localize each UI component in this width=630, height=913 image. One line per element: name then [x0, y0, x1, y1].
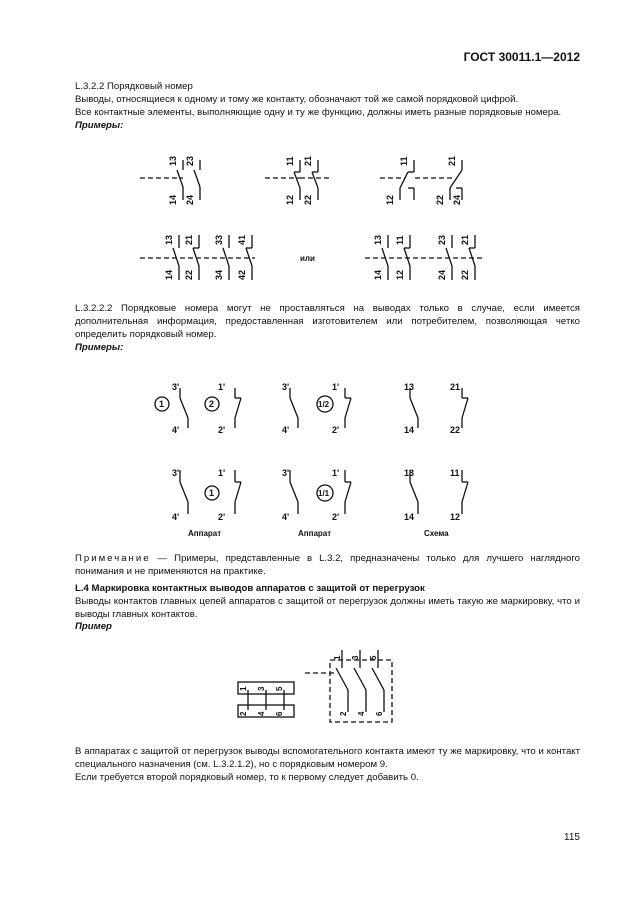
terminal-label: 11: [285, 156, 295, 166]
page-number: 115: [564, 832, 580, 843]
terminal-label: 12: [395, 269, 405, 280]
contactor-symbol: [305, 650, 392, 722]
terminal-label: 1: [239, 686, 248, 691]
terminal-label: 24: [452, 194, 462, 205]
example-label: Пример: [75, 621, 112, 632]
terminal-label: 23: [437, 234, 447, 245]
terminal-label: 13: [164, 234, 174, 245]
paragraph: Все контактные элементы, выполняющие одну и ту же функцию, должны иметь разные порядковые номера.: [75, 107, 562, 118]
terminal-label: 4': [172, 425, 180, 435]
terminal-label: 21: [450, 382, 461, 392]
circled-number: 2: [209, 399, 215, 409]
terminal-label: 11: [450, 468, 460, 478]
terminal-label: 4': [282, 425, 290, 435]
circled-number: 1/2: [318, 400, 330, 409]
terminal-label: 6: [375, 711, 384, 716]
paragraph: В аппаратах с защитой от перегрузок выводы вспомогательного контакта имеют ту же маркировку, что и контакт специального назначения (см. L.3.2.1.2), но с порядковым номером 9.: [75, 746, 580, 770]
terminal-label: 3': [282, 468, 290, 478]
terminal-label: 24: [185, 194, 195, 205]
examples-label: Примеры:: [75, 120, 124, 131]
paragraph: Если требуется второй порядковый номер, то к первому следует добавить 0.: [75, 772, 419, 783]
terminal-label: 34: [214, 269, 224, 280]
diagram-h: [410, 388, 468, 428]
terminal-label: 21: [184, 234, 194, 245]
terminal-label: 13: [168, 155, 178, 166]
diagram-b: [265, 160, 330, 200]
terminal-label: 2: [339, 711, 348, 716]
terminal-label: 21: [303, 155, 313, 166]
or-label: или: [300, 254, 315, 263]
terminal-label: 2': [332, 425, 340, 435]
terminal-label: 41: [237, 234, 247, 245]
section-title: L.4 Маркировка контактных выводов аппаратов с защитой от перегрузок: [75, 583, 425, 594]
terminal-label: 14: [164, 269, 174, 280]
terminal-label: 22: [184, 269, 194, 280]
note-label: Примечание: [75, 553, 151, 564]
paragraph: Выводы, относящиеся к одному и тому же контакту, обозначают той же самой порядковой цифрой.: [75, 94, 519, 105]
terminal-label: 5: [275, 686, 284, 691]
figure-caption: Схема: [424, 529, 449, 538]
figure-caption: Аппарат: [298, 529, 332, 538]
terminal-label: 13: [404, 382, 415, 392]
diagram-f: [155, 388, 241, 428]
terminal-label: 22: [460, 269, 470, 280]
examples-label: Примеры:: [75, 342, 124, 353]
terminal-label: 23: [185, 155, 195, 166]
terminal-label: 11: [395, 235, 405, 245]
terminal-label: 24: [437, 269, 447, 280]
terminal-label: 13: [404, 468, 415, 478]
terminal-label: 13: [373, 234, 383, 245]
terminal-label: 14: [404, 512, 415, 522]
terminal-label: 14: [404, 425, 415, 435]
terminal-label: 22: [450, 425, 461, 435]
terminal-label: 5: [369, 655, 378, 660]
circled-number: 1: [209, 488, 215, 498]
terminal-label: 1': [218, 382, 226, 392]
terminal-label: 4': [172, 512, 180, 522]
terminal-label: 4: [257, 711, 266, 716]
terminal-label: 42: [237, 269, 247, 280]
note: [75, 552, 580, 578]
terminal-label: 22: [303, 194, 313, 205]
terminal-label: 3: [351, 655, 360, 660]
terminal-label: 12: [450, 512, 461, 522]
terminal-label: 6: [275, 711, 284, 716]
terminal-label: 12: [385, 194, 395, 205]
circled-number: 1/1: [318, 489, 330, 498]
terminal-label: 22: [435, 194, 445, 205]
terminal-label: 4': [282, 512, 290, 522]
terminal-label: 1: [333, 655, 342, 660]
figure-caption: Аппарат: [188, 529, 222, 538]
section-title: L.3.2.2 Порядковый номер: [75, 81, 193, 92]
terminal-label: 2': [218, 512, 226, 522]
terminal-label: 2': [218, 425, 226, 435]
terminal-label: 33: [214, 234, 224, 245]
terminal-label: 3': [172, 382, 180, 392]
circled-number: 1: [159, 399, 165, 409]
terminal-label: 2': [332, 512, 340, 522]
paragraph: L.3.2.2.2 Порядковые номера могут не проставляться на выводах только в случае, если имеется дополнительная информация, предоставленная изготовителем или потребителем, позволяющая четко определить порядковый номер.: [75, 303, 580, 340]
terminal-label: 3': [172, 468, 180, 478]
terminal-label: 2: [239, 711, 248, 716]
paragraph: Выводы контактов главных цепей аппаратов с защитой от перегрузок должны иметь такую же маркировку, что и выводы главных контактов.: [75, 596, 580, 620]
terminal-label: 14: [373, 269, 383, 280]
terminal-label: 1': [332, 382, 340, 392]
terminal-label: 21: [447, 155, 457, 166]
terminal-label: 12: [285, 194, 295, 205]
note-text: — Примеры, представленные в L.3.2, предназначены только для лучшего наглядного понимания и не применяются на практике.: [75, 553, 580, 577]
terminal-label: 4: [357, 711, 366, 716]
terminal-label: 14: [168, 194, 178, 205]
terminal-label: 11: [399, 156, 409, 166]
terminal-label: 1': [218, 468, 226, 478]
document-code: ГОСТ 30011.1—2012: [463, 50, 580, 64]
terminal-label: 3: [257, 686, 266, 691]
terminal-label: 1': [332, 468, 340, 478]
terminal-label: 21: [460, 234, 470, 245]
terminal-label: 3': [282, 382, 290, 392]
